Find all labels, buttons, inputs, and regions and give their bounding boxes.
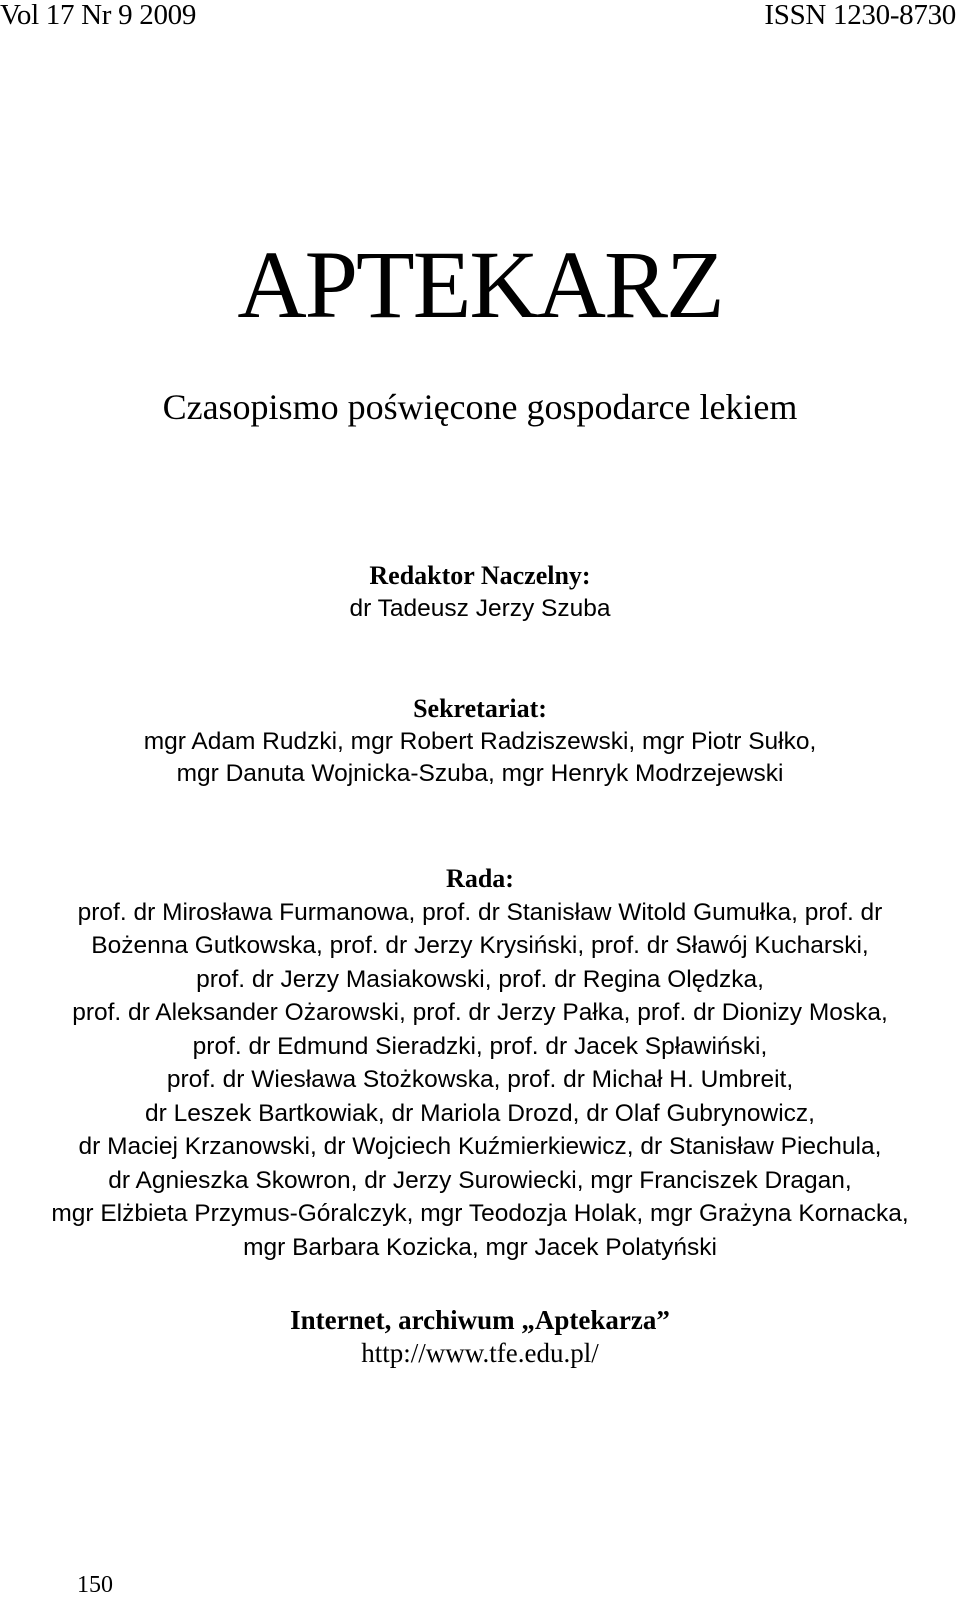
editor-name: dr Tadeusz Jerzy Szuba bbox=[349, 594, 611, 622]
volume-issue: Vol 17 Nr 9 2009 bbox=[0, 0, 197, 31]
secretariat-line: mgr Adam Rudzki, mgr Robert Radziszewski, mgr Piotr Sułko, bbox=[143, 727, 817, 755]
website-link[interactable]: http://www.tfe.edu.pl/ bbox=[361, 1338, 599, 1368]
council-line: prof. dr Jerzy Masiakowski, prof. dr Regina Olędzka, bbox=[196, 965, 764, 993]
secretariat-line: mgr Danuta Wojnicka-Szuba, mgr Henryk Modrzejewski bbox=[176, 760, 784, 787]
journal-title: APTEKARZ bbox=[237, 231, 723, 338]
editor-section bbox=[0, 560, 960, 625]
secretariat-section bbox=[0, 693, 960, 791]
internet-section bbox=[0, 1304, 960, 1370]
page-number: 150 bbox=[77, 1572, 113, 1598]
journal-subtitle: Czasopismo poświęcone gospodarce lekiem bbox=[162, 387, 798, 427]
council-line: prof. dr Aleksander Ożarowski, prof. dr Jerzy Pałka, prof. dr Dionizy Moska, bbox=[72, 999, 888, 1026]
council-line: mgr Barbara Kozicka, mgr Jacek Polatyński bbox=[243, 1233, 717, 1261]
editor-heading: Redaktor Naczelny: bbox=[369, 561, 591, 590]
council-line: Bożenna Gutkowska, prof. dr Jerzy Krysiński, prof. dr Sławój Kucharski, bbox=[91, 932, 869, 959]
secretariat-heading: Sekretariat: bbox=[413, 694, 547, 723]
council-line: prof. dr Edmund Sieradzki, prof. dr Jacek Spławiński, bbox=[192, 1032, 768, 1060]
internet-heading: Internet, archiwum „Aptekarza” bbox=[290, 1305, 670, 1335]
council-line: mgr Elżbieta Przymus-Góralczyk, mgr Teodozja Holak, mgr Grażyna Kornacka, bbox=[51, 1200, 909, 1227]
council-heading: Rada: bbox=[446, 864, 514, 893]
council-line: dr Maciej Krzanowski, dr Wojciech Kuźmierkiewicz, dr Stanisław Piechula, bbox=[78, 1133, 882, 1160]
council-section bbox=[0, 863, 960, 1264]
issn: ISSN 1230-8730 bbox=[764, 0, 956, 31]
council-line: dr Leszek Bartkowiak, dr Mariola Drozd, dr Olaf Gubrynowicz, bbox=[145, 1099, 815, 1127]
council-line: prof. dr Wiesława Stożkowska, prof. dr Michał H. Umbreit, bbox=[166, 1066, 794, 1093]
council-line: prof. dr Mirosława Furmanowa, prof. dr Stanisław Witold Gumułka, prof. dr bbox=[77, 898, 883, 926]
council-line: dr Agnieszka Skowron, dr Jerzy Surowiecki, mgr Franciszek Dragan, bbox=[108, 1166, 852, 1194]
